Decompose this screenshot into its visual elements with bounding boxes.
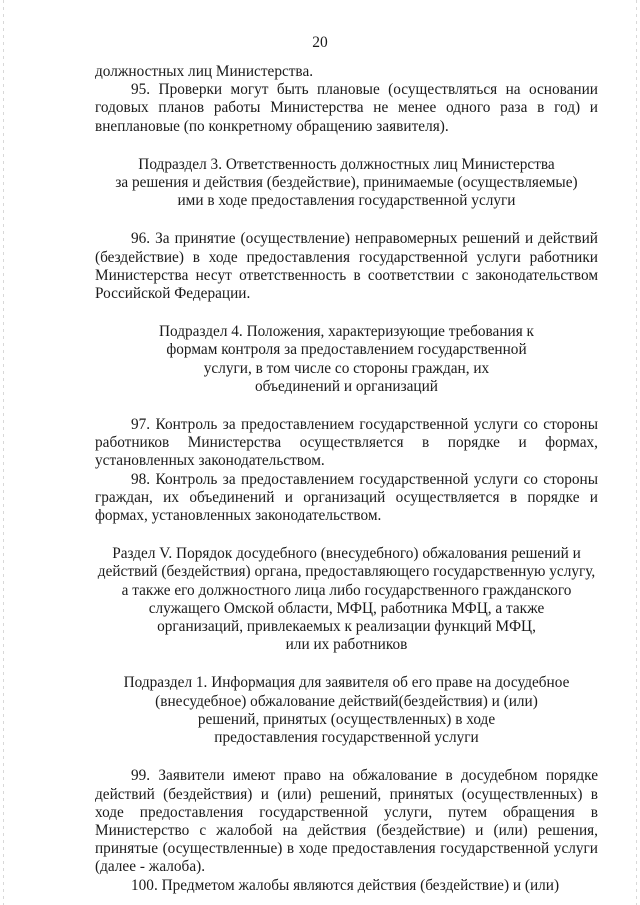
heading-line: объединений и организаций xyxy=(254,377,438,395)
paragraph-96: 96. За принятие (осуществление) неправомерных решений и действий (бездействие) в ходе предоставления государственной услуги работники Министерства несут ответственность в соответствии с законодательством Российской Федерации. xyxy=(95,230,598,303)
heading-line: ими в ходе предоставления государственной услуги xyxy=(177,192,516,210)
heading-line: решений, принятых (осуществленных) в ходе xyxy=(197,710,496,728)
heading-line: предоставления государственной услуги xyxy=(214,729,479,747)
scan-edge-right xyxy=(636,0,637,905)
heading-line: услуги, в том числе со стороны граждан, их xyxy=(203,359,490,377)
heading-line: служащего Омской области, МФЦ, работника МФЦ, а также xyxy=(148,599,545,617)
heading-line: за решения и действия (бездействие), принимаемые (осуществляемые) xyxy=(115,174,578,192)
paragraph-97: 97. Контроль за предоставлением государственной услуги со стороны работников Министерства осуществляется в порядке и формах, установленных законодательством. xyxy=(95,416,598,470)
heading-line: действий (бездействия) органа, предоставляющего государственную услугу, xyxy=(97,563,596,581)
heading-line: Подраздел 3. Ответственность должностных лиц Министерства xyxy=(138,155,555,173)
heading-line: организаций, привлекаемых к реализации функций МФЦ, xyxy=(157,618,536,636)
heading-line: формам контроля за предоставлением государственной xyxy=(166,341,527,359)
paragraph-continuation: должностных лиц Министерства. xyxy=(95,63,314,80)
heading-line: а также его должностного лица либо государственного гражданского xyxy=(121,581,572,599)
paragraph-100: 100. Предметом жалобы являются действия (бездействие) и (или) xyxy=(131,876,560,894)
subsection-3-heading xyxy=(95,156,598,211)
section-5-heading xyxy=(95,545,598,654)
paragraph-95: 95. Проверки могут быть плановые (осуществляться на основании годовых планов работы Министерства не менее одного раза в год) и внеплановые (по конкретному обращению заявителя). xyxy=(95,81,598,135)
paragraph-98: 98. Контроль за предоставлением государственной услуги со стороны граждан, их объединений и организаций осуществляется в порядке и формах, установленных законодательством. xyxy=(95,470,598,525)
page-number: 20 xyxy=(312,34,328,51)
subsection-1-heading xyxy=(95,674,598,747)
scan-edge-left xyxy=(3,0,4,905)
subsection-4-heading xyxy=(95,323,598,396)
heading-line: Раздел V. Порядок досудебного (внесудебного) обжалования решений и xyxy=(112,545,581,563)
heading-line: (внесудебное) обжалование действий(бездействия) и (или) xyxy=(155,692,538,710)
heading-line: Подраздел 4. Положения, характеризующие требования к xyxy=(159,323,534,341)
document-body xyxy=(95,63,598,895)
paragraph-99: 99. Заявители имеют право на обжалование в досудебном порядке действий (бездействия) и (или) решений, принятых (осуществленных) в ходе предоставления государственной услуги, путем обращения в Министерство с жалобой на действия (бездействие) и (или) решения, принятые (осуществленные) в ходе предоставления государственной услуги (далее - жалоба). xyxy=(95,767,598,876)
heading-line: Подраздел 1. Информация для заявителя об его праве на досудебное xyxy=(123,674,570,692)
heading-line: или их работников xyxy=(285,636,408,654)
